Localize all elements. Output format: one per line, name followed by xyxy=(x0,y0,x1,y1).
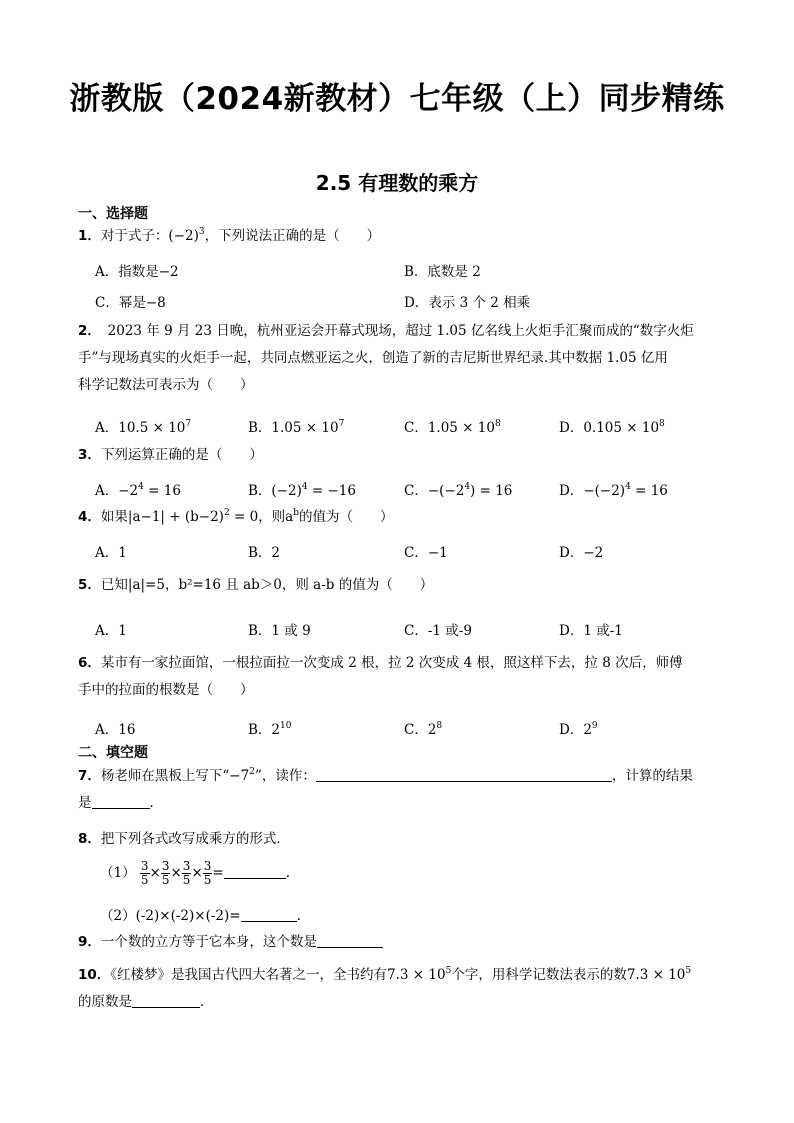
q8-part-1: （1） $\frac{3}{5}$ × $\frac{3}{5}$ × $\frac{3}{5}$ × $\frac{3}{5}$ = . xyxy=(100,859,290,887)
q7-answer-blank-1[interactable] xyxy=(316,767,612,782)
q3-option-b: B．$(-2)^4 = -16$ xyxy=(248,482,356,499)
q3-option-d: D．$-(-2)^4 = 16$ xyxy=(559,482,668,499)
q4-option-c: C．−1 xyxy=(404,545,448,561)
q9-answer-blank[interactable] xyxy=(317,933,383,948)
question-9: 9．一个数的立方等于它本身，这个数是 xyxy=(78,929,383,956)
q4-option-b: B．2 xyxy=(248,545,281,561)
question-5: 5．已知|a|=5，b²=16 且 ab＞0，则 a-b 的值为（ ） xyxy=(78,577,434,593)
q2-option-a: A．$10.5 \times 10^7$ xyxy=(95,419,192,436)
question-1: 1．对于式子：$(-2)^3$，下列说法正确的是（ ） xyxy=(78,227,381,244)
fraction: $\frac{3}{5}$ xyxy=(203,859,212,887)
section-heading-fill: 二、填空题 xyxy=(78,745,148,761)
fraction: $\frac{3}{5}$ xyxy=(140,859,149,887)
section-heading-choice: 一、选择题 xyxy=(78,206,148,222)
q10-answer-blank[interactable] xyxy=(132,993,200,1008)
q5-option-d: D．1 或-1 xyxy=(559,623,623,639)
q8-part-2: （2）(-2)×(-2)×(-2)= . xyxy=(100,908,301,924)
question-4: 4．如果$|a-1| + (b-2)^2 = 0$，则$a^b$的值为（ ） xyxy=(78,508,394,525)
q4-option-a: A．1 xyxy=(95,545,127,561)
q6-option-a: A．16 xyxy=(95,722,136,738)
q8-answer-blank-2[interactable] xyxy=(241,907,297,922)
page-title: 浙教版（2024新教材）七年级（上）同步精练 xyxy=(69,81,725,117)
q8-answer-blank-1[interactable] xyxy=(224,864,286,879)
q3-option-a: A．$-2^4 = 16$ xyxy=(95,482,181,499)
q6-option-c: C．$2^8$ xyxy=(404,721,443,738)
q2-option-b: B．$1.05 \times 10^7$ xyxy=(248,419,345,436)
q5-option-b: B．1 或 9 xyxy=(248,623,311,639)
fraction: $\frac{3}{5}$ xyxy=(161,859,170,887)
section-subtitle: 2.5 有理数的乘方 xyxy=(315,171,479,195)
q6-option-d: D．$2^9$ xyxy=(559,721,598,738)
q2-option-c: C．$1.05 \times 10^8$ xyxy=(404,419,501,436)
q3-option-c: C．$-(-2^4) = 16$ xyxy=(404,482,513,499)
fraction: $\frac{3}{5}$ xyxy=(182,859,191,887)
question-3: 3．下列运算正确的是（ ） xyxy=(78,447,263,463)
question-6: 6．某市有一家拉面馆，一根拉面拉一次变成 2 根，拉 2 次变成 4 根，照这样下去，拉 8 次后，师傅 手中的拉面的根数是（ ） xyxy=(78,655,683,698)
q6-option-b: B．$2^{10}$ xyxy=(248,721,292,738)
q1-option-b: B．底数是 2 xyxy=(404,264,481,280)
question-7: 7．杨老师在黑板上写下“$-7^2$”，读作： ，计算的结果 是 ． xyxy=(78,767,693,811)
q5-option-c: C．-1 或-9 xyxy=(404,623,472,639)
q2-option-d: D．$0.105 \times 10^8$ xyxy=(559,419,665,436)
question-2: 2． 2023 年 9 月 23 日晚，杭州亚运会开幕式现场，超过 1.05 亿名线上火炬手汇聚而成的“数字火炬 手”与现场真实的火炬手一起，共同点燃亚运之火，创造了新的吉尼斯世界纪录.其中数据 1.05 亿用 科学记数法可表示为（ ） xyxy=(78,323,694,393)
q1-option-c: C．幂是−8 xyxy=(95,295,166,311)
question-10: 10．《红楼梦》是我国古代四大名著之一，全书约有$7.3 \times 10^5$个字，用科学记数法表示的数$7.3 \times 10^5$ 的原数是 ． xyxy=(78,966,692,1010)
q1-option-a: A．指数是−2 xyxy=(95,264,179,280)
q7-answer-blank-2[interactable] xyxy=(92,794,150,809)
q4-option-d: D．−2 xyxy=(559,545,604,561)
question-8: 8．把下列各式改写成乘方的形式． xyxy=(78,831,290,847)
q5-option-a: A．1 xyxy=(95,623,127,639)
q1-option-d: D．表示 3 个 2 相乘 xyxy=(404,295,531,311)
